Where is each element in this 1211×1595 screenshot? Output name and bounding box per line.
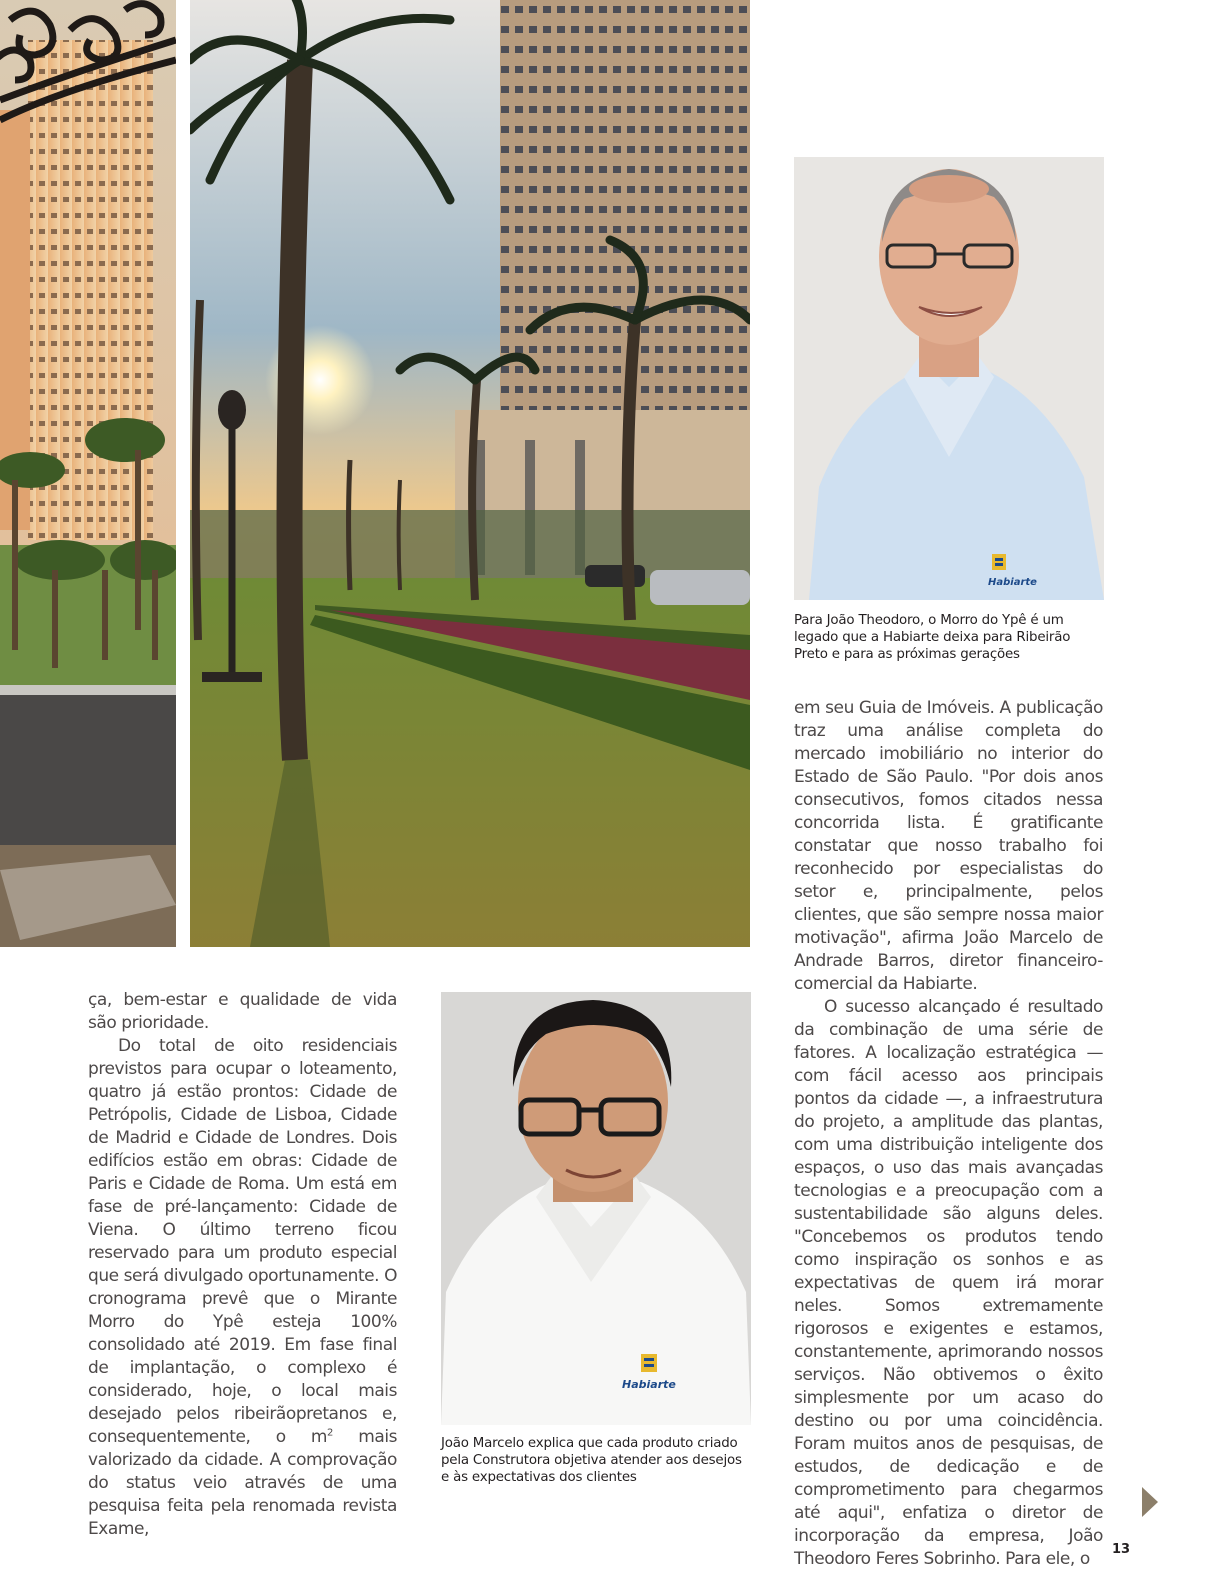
marcelo-photo-caption: João Marcelo explica que cada produto criado pela Construtora objetiva atender aos desejos e às expectativas dos clientes: [441, 1436, 742, 1485]
left-column-paragraph-2: [88, 1035, 397, 1541]
habiarte-logo-text: Habiarte: [988, 577, 1037, 588]
right-text-column: [794, 697, 1103, 1571]
habiarte-logo-text: Habiarte: [622, 1378, 676, 1391]
right-column-paragraph-1: em seu Guia de Imóveis. A publicação traz uma análise completa do mercado imobiliário no interior do Estado de São Paulo. "Por dois anos consecutivos, fomos citados nessa concorrida lista. É gratificante constatar que nosso trabalho foi reconhecido por especialistas do setor e, principalmente, pelos clientes, que são sempre nossa maior motivação", afirma João Marcelo de Andrade Barros, diretor financeiro-comercial da Habiarte.: [794, 698, 1103, 994]
page-number: 13: [1112, 1542, 1131, 1557]
right-column-paragraph-2: O sucesso alcançado é resultado da combinação de uma série de fatores. A localização estratégica — com fácil acesso aos principais pontos da cidade —, a infraestrutura do projeto, a amplitude das plantas, com uma distribuição inteligente dos espaços, o uso das mais avançadas tecnologias e a preocupação com a sustentabilidade são alguns deles. "Concebemos os produtos tendo como inspiração os sonhos e as expectativas de quem irá morar neles. Somos extremamente rigorosos e exigentes e estamos, constantemente, aprimorando nossos serviços. Não obtivemos o êxito simplesmente por um acaso do destino ou por uma coincidência. Foram muitos anos de pesquisas, de estudos, de dedicação e de comprometimento para chegarmos até aqui", enfatiza o diretor de incorporação da empresa, João Theodoro Feres Sobrinho. Para ele, o: [794, 997, 1103, 1569]
joao-marcelo-portrait: [441, 992, 751, 1425]
left-column-paragraph-2-text: Do total de oito residenciais previstos para ocupar o loteamento, quatro já estão prontos: Cidade de Petrópolis, Cidade de Lisboa, Cidade de Madrid e Cidade de Londres. Dois edifícios estão em obras: Cidade de Paris e Cidade de Roma. Um está em fase de pré-lançamento: Cidade de Viena. O último terreno ficou reservado para um produto especial que será divulgado oportunamente. O cronograma prevê que o Mirante Morro do Ypê esteja 100% consolidado até 2019. Em fase final de implantação, o complexo é considerado, hoje, o local mais desejado pelos ribeirãopretanos e, consequentemente, o m: [88, 1036, 398, 1447]
theodoro-photo-caption: Para João Theodoro, o Morro do Ypê é um legado que a Habiarte deixa para Ribeirão Preto e para as próximas gerações: [794, 613, 1071, 662]
building-gate-photo: [0, 0, 176, 947]
palm-trees-sunset-photo: [190, 0, 750, 947]
left-column-paragraph-2-end: mais valorizado da cidade. A comprovação do status veio através de uma pesquisa feita pela renomada revista Exame,: [88, 1427, 397, 1539]
next-page-arrow-icon[interactable]: [1142, 1487, 1158, 1517]
left-column-paragraph-1: ça, bem-estar e qualidade de vida são prioridade.: [88, 990, 397, 1033]
squared-superscript: 2: [327, 1427, 333, 1439]
joao-theodoro-portrait: [794, 157, 1104, 600]
left-text-column: [88, 989, 397, 1541]
